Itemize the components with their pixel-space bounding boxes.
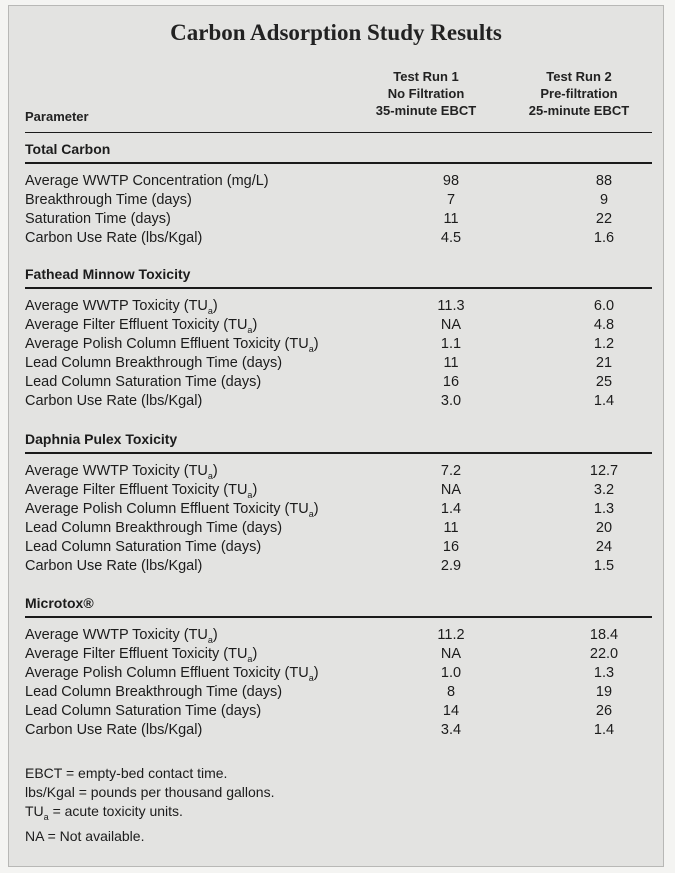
row-label: Average Polish Column Effluent Toxicity $(TU_a)$ bbox=[25, 336, 319, 354]
row-label: Lead Column Saturation Time (days) bbox=[25, 703, 262, 719]
row-label: Average WWTP Concentration (mg/L) bbox=[25, 173, 269, 189]
run2-value: 21 bbox=[595, 355, 613, 371]
row-label: Saturation Time (days) bbox=[25, 211, 171, 227]
run1-value: 11.3 bbox=[437, 298, 465, 314]
table-row bbox=[25, 538, 652, 557]
row-label: Average Polish Column Effluent Toxicity $(TU_a)$ bbox=[25, 665, 319, 683]
run1-value: 4.5 bbox=[440, 230, 462, 246]
run1-value: 7.2 bbox=[440, 463, 462, 479]
run1-value: 98 bbox=[442, 173, 460, 189]
section-total-carbon bbox=[25, 140, 652, 248]
run1-value: 11 bbox=[443, 211, 459, 227]
row-label: Lead Column Breakthrough Time (days) bbox=[25, 684, 283, 700]
row-label: Average Filter Effluent Toxicity $(TU_a)$ bbox=[25, 646, 258, 664]
run1-value: 8 bbox=[446, 684, 456, 700]
row-label: Average WWTP Toxicity $(TU_a)$ bbox=[25, 627, 218, 645]
table-row bbox=[25, 481, 652, 500]
run2-value: 19 bbox=[595, 684, 613, 700]
run2-value: 1.2 bbox=[593, 336, 615, 352]
table-row bbox=[25, 191, 652, 210]
run1-value: 16 bbox=[442, 539, 460, 555]
row-label: Average WWTP Toxicity $(TU_a)$ bbox=[25, 298, 218, 316]
run2-value: 1.3 bbox=[593, 665, 615, 681]
run2-value: 20 bbox=[595, 520, 613, 536]
run2-value: 1.4 bbox=[593, 393, 615, 409]
table-row bbox=[25, 210, 652, 229]
table-row bbox=[25, 316, 652, 335]
row-label: Average WWTP Toxicity $(TU_a)$ bbox=[25, 463, 218, 481]
footnotes bbox=[25, 764, 274, 846]
run1-value: 1.0 bbox=[440, 665, 462, 681]
section-fathead-minnow bbox=[25, 265, 652, 411]
table-row bbox=[25, 721, 652, 740]
run2-value: 1.3 bbox=[593, 501, 615, 517]
run2-value: 6.0 bbox=[593, 298, 615, 314]
table-row bbox=[25, 702, 652, 721]
run2-value: 25 bbox=[595, 374, 613, 390]
table-row bbox=[25, 626, 652, 645]
run2-value: 26 bbox=[595, 703, 613, 719]
results-page bbox=[8, 5, 664, 867]
table-row bbox=[25, 392, 652, 411]
run2-value: 3.2 bbox=[593, 482, 615, 498]
table-row bbox=[25, 172, 652, 191]
table-row bbox=[25, 335, 652, 354]
table-row bbox=[25, 462, 652, 481]
run1-value: 3.0 bbox=[440, 393, 462, 409]
run2-value: 1.6 bbox=[593, 230, 615, 246]
run2-value: 22 bbox=[595, 211, 613, 227]
run2-value: 18.4 bbox=[589, 627, 619, 643]
table-row bbox=[25, 683, 652, 702]
column-header-run1: Test Run 1 No Filtration 35-minute EBCT bbox=[375, 69, 477, 118]
run1-value: NA bbox=[440, 317, 462, 333]
table-row bbox=[25, 557, 652, 576]
row-label: Average Filter Effluent Toxicity $(TU_a)$ bbox=[25, 317, 258, 335]
run1-value: 3.4 bbox=[440, 722, 462, 738]
section-title: Microtox® bbox=[25, 594, 652, 618]
row-label: Lead Column Breakthrough Time (days) bbox=[25, 355, 283, 371]
table-row bbox=[25, 229, 652, 248]
run1-value: 14 bbox=[442, 703, 460, 719]
table-row bbox=[25, 354, 652, 373]
header-divider bbox=[25, 132, 652, 133]
run1-value: NA bbox=[440, 482, 462, 498]
footnote-tu: $TU_a$ = acute toxicity units. bbox=[25, 803, 183, 822]
footnote-lbs: lbs/Kgal = pounds per thousand gallons. bbox=[25, 784, 275, 800]
row-label: Lead Column Saturation Time (days) bbox=[25, 539, 262, 555]
row-label: Average Filter Effluent Toxicity $(TU_a)$ bbox=[25, 482, 258, 500]
row-label: Breakthrough Time (days) bbox=[25, 192, 192, 208]
table-row bbox=[25, 645, 652, 664]
run2-value: 12.7 bbox=[589, 463, 619, 479]
section-daphnia-pulex bbox=[25, 430, 652, 576]
column-header-run2: Test Run 2 Pre-filtration 25-minute EBCT bbox=[528, 69, 630, 118]
row-label: Lead Column Breakthrough Time (days) bbox=[25, 520, 283, 536]
footnote-ebct: EBCT = empty-bed contact time. bbox=[25, 765, 228, 781]
table-row bbox=[25, 500, 652, 519]
run1-value: 7 bbox=[446, 192, 456, 208]
table-row bbox=[25, 373, 652, 392]
table-row bbox=[25, 664, 652, 683]
run2-value: 1.4 bbox=[593, 722, 615, 738]
section-title: Daphnia Pulex Toxicity bbox=[25, 430, 652, 454]
section-title: Fathead Minnow Toxicity bbox=[25, 265, 652, 289]
footnote-na: NA = Not available. bbox=[25, 827, 145, 844]
run2-value: 9 bbox=[599, 192, 609, 208]
run1-value: 1.1 bbox=[440, 336, 462, 352]
run1-value: 2.9 bbox=[440, 558, 462, 574]
row-label: Carbon Use Rate (lbs/Kgal) bbox=[25, 393, 203, 409]
row-label: Carbon Use Rate (lbs/Kgal) bbox=[25, 722, 203, 738]
section-microtox bbox=[25, 594, 652, 740]
run1-value: NA bbox=[440, 646, 462, 662]
row-label: Lead Column Saturation Time (days) bbox=[25, 374, 262, 390]
run2-value: 4.8 bbox=[593, 317, 615, 333]
table-row bbox=[25, 297, 652, 316]
table-row bbox=[25, 519, 652, 538]
run1-value: 1.4 bbox=[440, 501, 462, 517]
run1-value: 11 bbox=[443, 520, 459, 536]
section-title: Total Carbon bbox=[25, 140, 652, 164]
run1-value: 11.2 bbox=[437, 627, 465, 643]
run2-value: 22.0 bbox=[589, 646, 619, 662]
row-label: Carbon Use Rate (lbs/Kgal) bbox=[25, 558, 203, 574]
column-header-parameter: Parameter bbox=[25, 109, 89, 124]
row-label: Carbon Use Rate (lbs/Kgal) bbox=[25, 230, 203, 246]
run2-value: 24 bbox=[595, 539, 613, 555]
run2-value: 1.5 bbox=[593, 558, 615, 574]
run1-value: 16 bbox=[442, 374, 460, 390]
row-label: Average Polish Column Effluent Toxicity $(TU_a)$ bbox=[25, 501, 319, 519]
page-title: Carbon Adsorption Study Results bbox=[170, 20, 502, 45]
run1-value: 11 bbox=[443, 355, 459, 371]
run2-value: 88 bbox=[595, 173, 613, 189]
